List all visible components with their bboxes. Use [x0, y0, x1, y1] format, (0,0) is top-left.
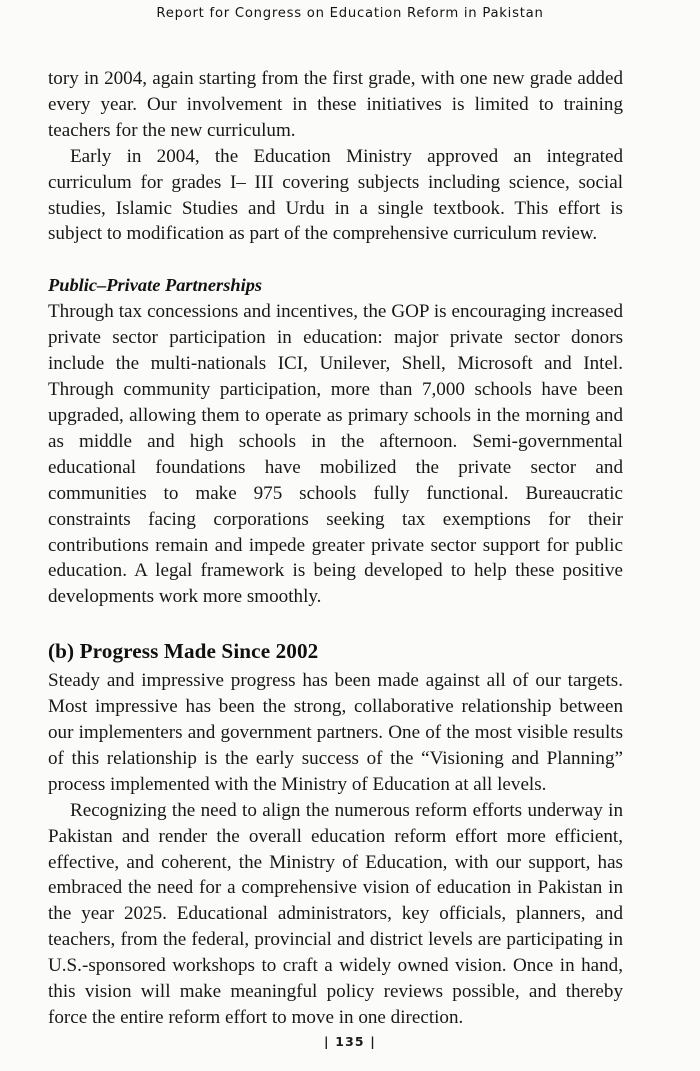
text-column — [48, 66, 623, 1031]
spacer — [48, 247, 623, 273]
paragraph-recognizing-need: Recognizing the need to align the numerous reform efforts underway in Pakistan and render the overall education reform effort more efficient, effective, and coherent, the Ministry of Education, with our support, has embraced the need for a comprehensive vision of education in Pakistan in the year 2025. Educational administrators, key officials, planners, and teachers, from the federal, provincial and district levels are participating in U.S.-sponsored workshops to craft a widely owned vision. Once in hand, this vision will make meaningful policy reviews possible, and thereby force the entire reform effort to move in one direction. — [48, 799, 623, 1028]
paragraph-continuation: tory in 2004, again starting from the first grade, with one new grade added every year. Our involvement in these initiatives is limited to training teachers for the new curriculum. — [48, 68, 623, 141]
paragraph-steady-progress: Steady and impressive progress has been made against all of our targets. Most impressive has been the strong, collaborative relationship between our implementers and government partners. One of the most visible results of this relationship is the early success of the “Visioning and Planning” process implemented with the Ministry of Education at all levels. — [48, 670, 623, 795]
spacer — [48, 610, 623, 638]
section-heading-progress-made: (b) Progress Made Since 2002 — [48, 639, 319, 664]
paragraph-early-2004: Early in 2004, the Education Ministry approved an integrated curriculum for grades I– III covering subjects including science, social studies, Islamic Studies and Urdu in a single textbook. This effort is subject to modification as part of the comprehensive curriculum review. — [48, 145, 623, 245]
page-number-footer: | 135 | — [324, 1034, 376, 1049]
paragraph-public-private: Through tax concessions and incentives, the GOP is encouraging increased private sector participation in education: major private sector donors include the multi-nationals ICI, Unilever, Shell, Microsoft and Intel. Through community participation, more than 7,000 schools have been upgraded, allowing them to operate as primary schools in the morning and as middle and high schools in the afternoon. Semi-governmental educational foundations have mobilized the private sector and communities to make 975 schools fully functional. Bureaucratic constraints facing corporations seeking tax exemptions for their contributions remain and impede greater private sector support for public education. A legal framework is being developed to help these positive developments work more smoothly. — [48, 301, 623, 608]
running-header: Report for Congress on Education Reform in Pakistan — [156, 6, 544, 21]
subheading-public-private-partnerships: Public–Private Partnerships — [48, 275, 263, 296]
